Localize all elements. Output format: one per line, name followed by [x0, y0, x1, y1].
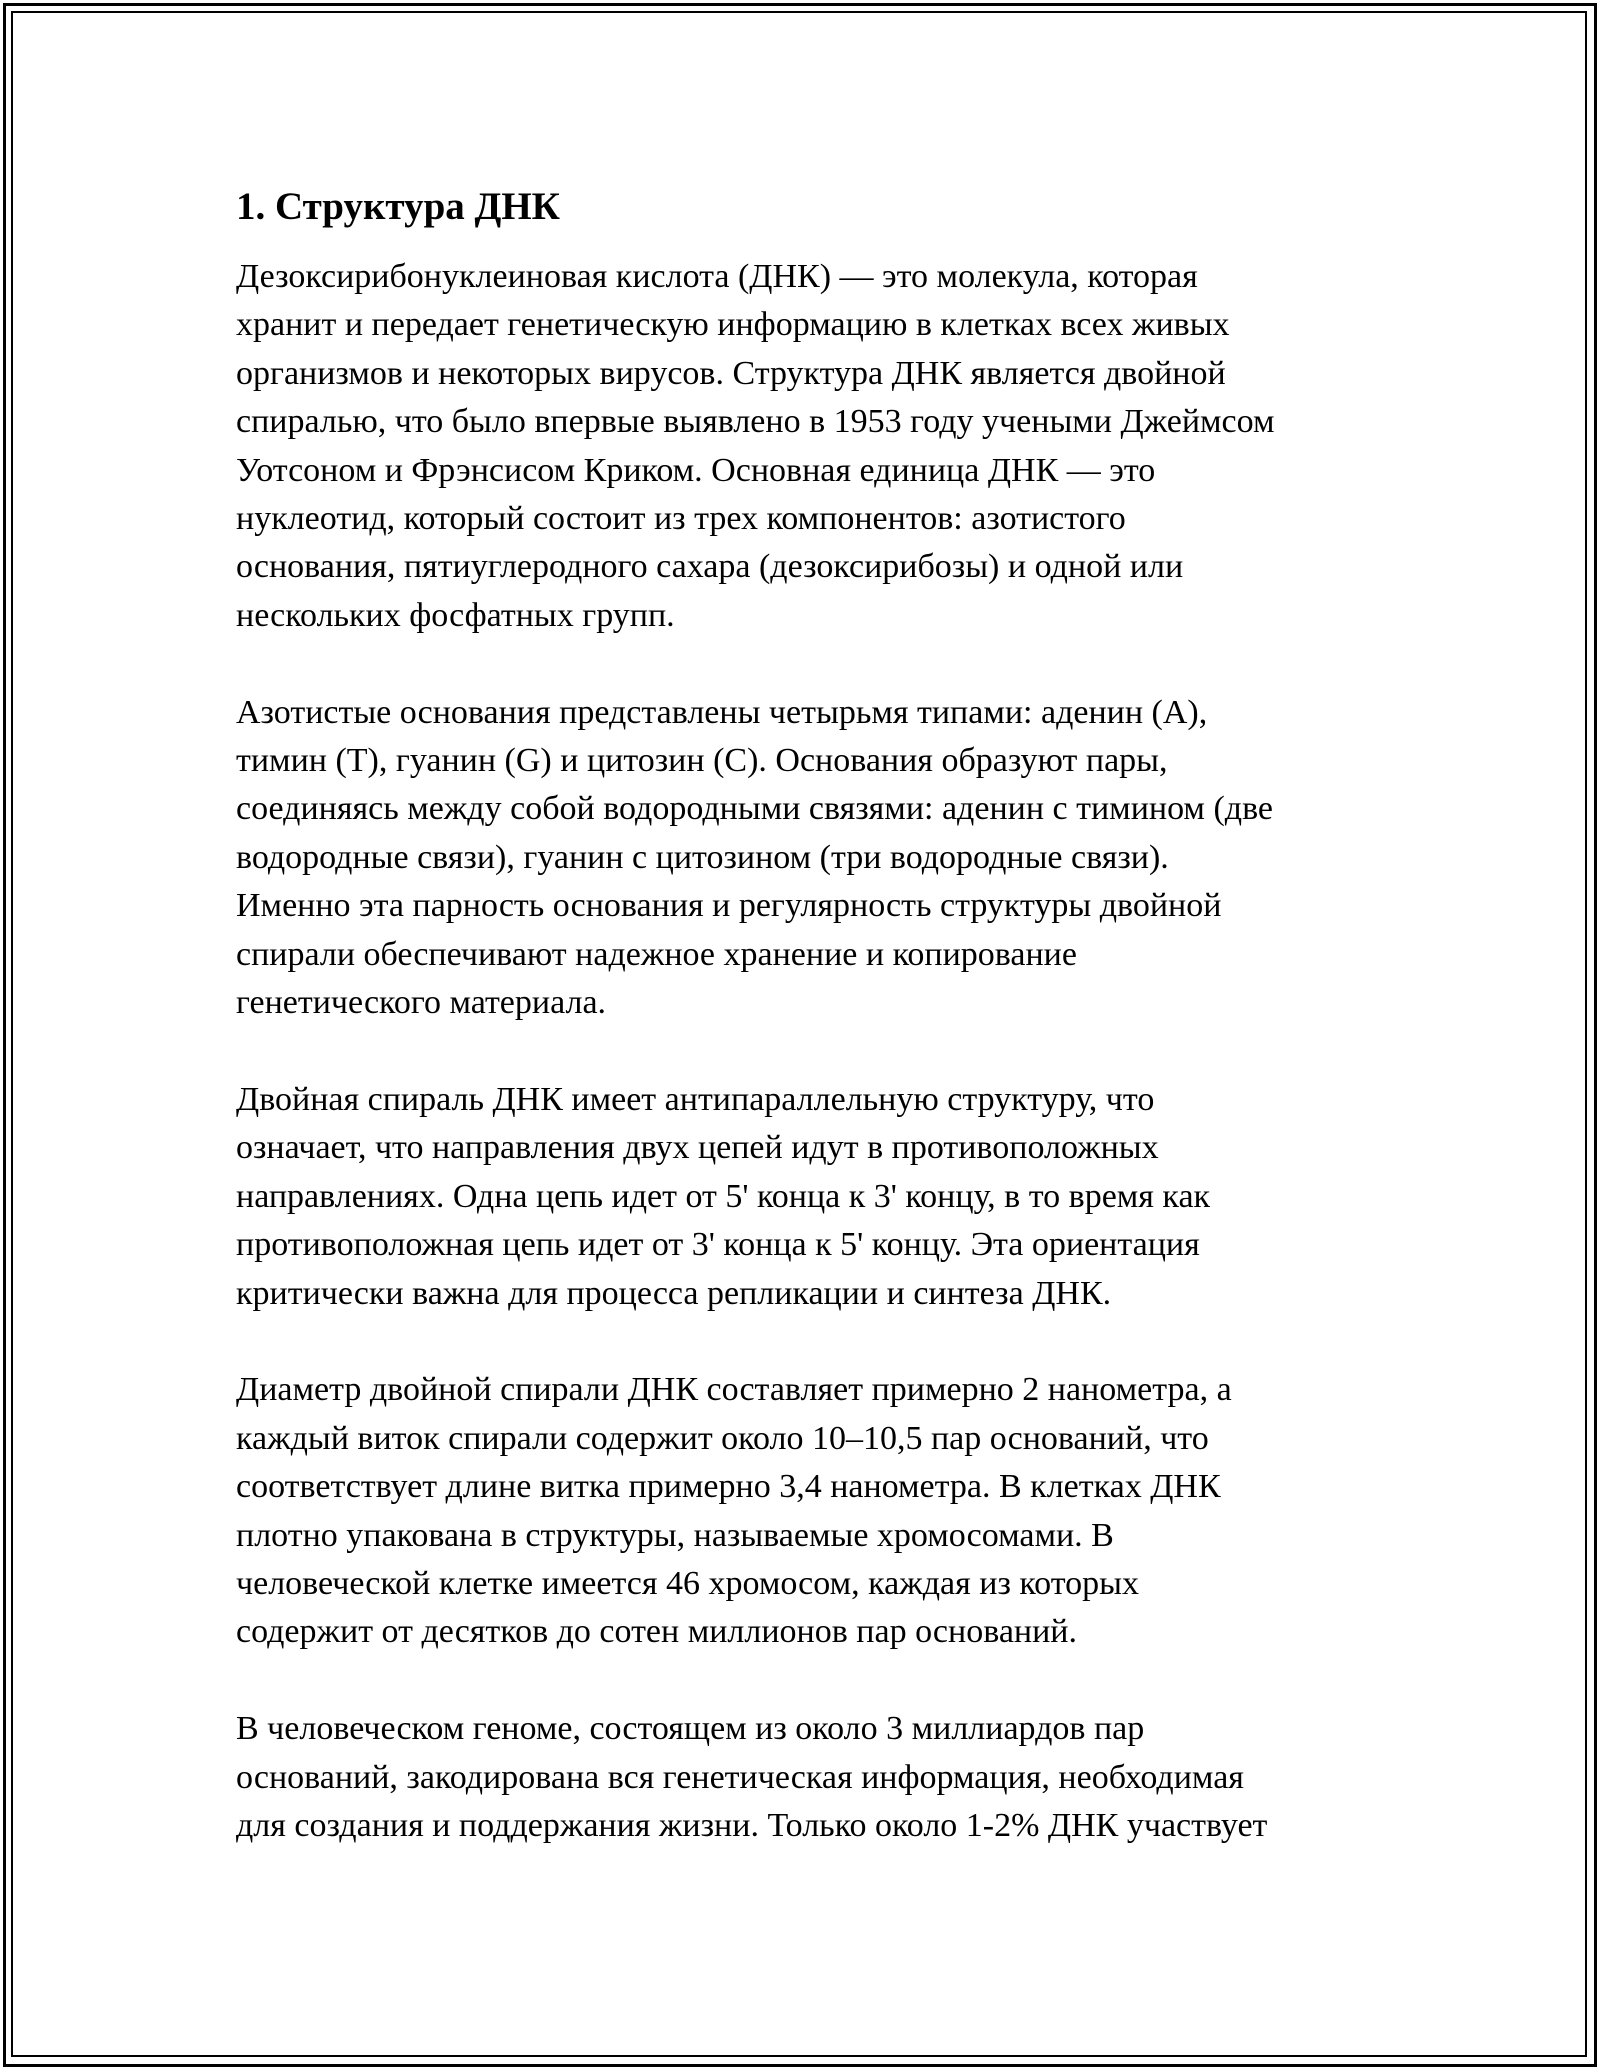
paragraph-line: плотно упакована в структуры, называемые хромосомами. В — [236, 1516, 1114, 1554]
paragraph-line: спиралью, что было впервые выявлено в 1953 году учеными Джеймсом — [236, 403, 1275, 441]
paragraph-line: Азотистые основания представлены четырьмя типами: аденин (A), — [236, 693, 1208, 731]
paragraph-line: каждый виток спирали содержит около 10–10,5 пар оснований, что — [236, 1419, 1209, 1457]
paragraph-line: направлениях. Одна цепь идет от 5' конца к 3' концу, в то время как — [236, 1177, 1211, 1215]
paragraph-line: Диаметр двойной спирали ДНК составляет примерно 2 нанометра, а — [236, 1371, 1232, 1409]
paragraph-line: нескольких фосфатных групп. — [236, 596, 675, 634]
paragraph-line: водородные связи), гуанин с цитозином (три водородные связи). — [236, 838, 1169, 876]
paragraph-line: критически важна для процесса репликации и синтеза ДНК. — [236, 1274, 1112, 1312]
paragraph-line: Уотсоном и Фрэнсисом Криком. Основная единица ДНК — это — [236, 451, 1156, 489]
section-title: 1. Структура ДНК — [236, 185, 560, 228]
paragraph-line: содержит от десятков до сотен миллионов пар оснований. — [236, 1613, 1078, 1651]
paragraph-line: противоположная цепь идет от 3' конца к 5' концу. Эта ориентация — [236, 1226, 1200, 1264]
paragraph — [236, 1366, 1386, 1656]
paragraph-line: соединяясь между собой водородными связями: аденин с тимином (две — [236, 790, 1274, 828]
paragraph-line: хранит и передает генетическую информацию в клетках всех живых — [236, 306, 1230, 344]
paragraph-line: нуклеотид, который состоит из трех компонентов: азотистого — [236, 500, 1126, 538]
document-body — [236, 180, 1386, 1899]
paragraph-line: означает, что направления двух цепей идут в противоположных — [236, 1129, 1159, 1167]
paragraph-line: человеческой клетке имеется 46 хромосом, каждая из которых — [236, 1564, 1139, 1602]
paragraph-line: организмов и некоторых вирусов. Структура ДНК является двойной — [236, 354, 1226, 392]
paragraph-line: основания, пятиуглеродного сахара (дезоксирибозы) и одной или — [236, 548, 1184, 586]
paragraph-line: тимин (T), гуанин (G) и цитозин (C). Основания образуют пары, — [236, 742, 1168, 780]
paragraph-line: Двойная спираль ДНК имеет антипараллельную структуру, что — [236, 1080, 1155, 1118]
paragraph-line: соответствует длине витка примерно 3,4 нанометра. В клетках ДНК — [236, 1468, 1221, 1506]
paragraph — [236, 1705, 1386, 1850]
paragraph-line: Именно эта парность основания и регулярность структуры двойной — [236, 887, 1222, 925]
paragraph — [236, 1076, 1386, 1318]
paragraph-line: Дезоксирибонуклеиновая кислота (ДНК) — это молекула, которая — [236, 258, 1198, 295]
paragraph-line: В человеческом геноме, состоящем из около 3 миллиардов пар — [236, 1710, 1145, 1748]
paragraph-line: генетического материала. — [236, 984, 607, 1022]
paragraph-line: спирали обеспечивают надежное хранение и копирование — [236, 935, 1077, 973]
paragraph — [236, 689, 1386, 1028]
paragraph — [236, 253, 1386, 640]
paragraph-list — [236, 253, 1386, 1850]
paragraph-line: оснований, закодирована вся генетическая информация, необходимая — [236, 1758, 1244, 1796]
paragraph-line: для создания и поддержания жизни. Только около 1-2% ДНК участвует — [236, 1806, 1268, 1844]
